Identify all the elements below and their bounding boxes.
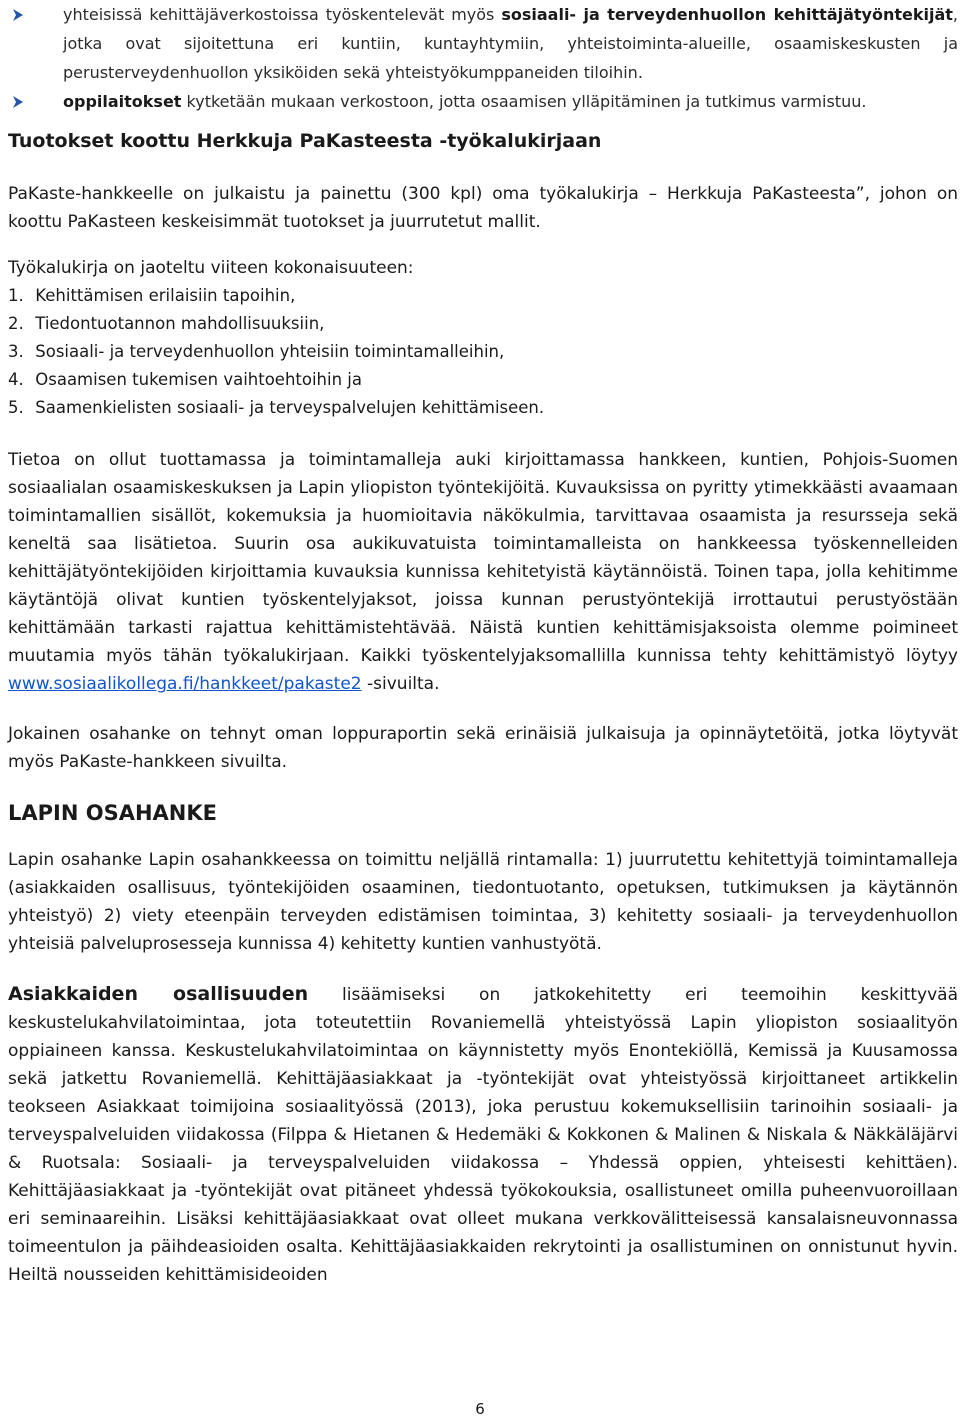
list-item: 3. Sosiaali- ja terveydenhuollon yhteisiin toimintamalleihin, [8, 342, 505, 361]
page-number: 6 [475, 1400, 485, 1418]
bullet-item [8, 0, 958, 87]
section-heading-lapin: LAPIN OSAHANKE [8, 801, 217, 825]
bullet-arrow-icon [12, 8, 24, 22]
bullet-text-pre: yhteisissä kehittäjäverkostoissa työskentelevät myös [63, 5, 502, 24]
toolkit-list-title: Työkalukirja on jaoteltu viiteen kokonaisuuteen: [8, 258, 414, 278]
toolkit-link-line: www.sosiaalikollega.fi/hankkeet/pakaste2 -sivuilta. [8, 674, 440, 694]
toolkit-description-paragraph: Tietoa on ollut tuottamassa ja toimintamalleja auki kirjoittamassa hankkeen, kuntien, Pohjois-Suomen sosiaalialan osaamiskeskuksen ja Lapin yliopiston työntekijöitä. Kuvauksissa on pyritty ytimekkäästi avaamaan toimintamallien sisällöt, kokemuksia ja huomioitavia näkökulmia, tarvittavaa osaamista ja resursseja sekä keneltä saa lisätietoa. Suurin osa aukikuvatuista toimintamalleista on hankkeessa työskennelleiden kehittäjätyöntekijöiden kirjoittamia kuvauksia kunnissa kehitetyistä käytännöistä. Toinen tapa, jolla kehitimme käytäntöjä olivat kuntien työskentelyjaksot, joissa kunnan perustyöntekijä irrottautui perustyöstään kehittämään tarkasti rajattua kehittämistehtävää. Näistä kuntien kehittämisjaksoista olemme poimineet muutamia myös tähän työkalukirjaan. Kaikki työskentelyjaksomallilla kunnissa tehty kehittämistyö löytyy [8, 450, 958, 666]
bullet-text-post: , jotka ovat sijoitettuna eri kuntiin, kuntayhtymiin, yhteistoiminta-alueille, osaamiskeskusten ja perusterveydenhuollon yksiköiden sekä yhteistyökumppaneiden tiloihin. [63, 5, 959, 82]
toolkit-list [8, 282, 958, 422]
bullet-list [8, 0, 958, 116]
bullet-item [8, 87, 958, 116]
bullet-text-bold: oppilaitokset [63, 92, 182, 111]
list-item: 5. Saamenkielisten sosiaali- ja terveyspalvelujen kehittämiseen. [8, 398, 545, 417]
section-heading-tuotokset: Tuotokset koottu Herkkuja PaKasteesta -työkalukirjaan [8, 130, 602, 152]
sosiaalikollega-link[interactable]: www.sosiaalikollega.fi/hankkeet/pakaste2 [8, 674, 362, 694]
paragraph-lead: Asiakkaiden osallisuuden [8, 983, 309, 1005]
reports-paragraph: Jokainen osahanke on tehnyt oman loppuraportin sekä erinäisiä julkaisuja ja opinnäytetöitä, jotka löytyvät myös PaKaste-hankkeen sivuilta. [8, 724, 958, 772]
lapin-intro-paragraph: Lapin osahanke Lapin osahankkeessa on toimittu neljällä rintamalla: 1) juurrutettu kehitettyjä toimintamalleja (asiakkaiden osallisuus, työntekijöiden osaaminen, tiedontuotanto, opetuksen, tutkimuksen ja käytännön yhteistyö) 2) viety eteenpäin terveyden edistämisen toimintaa, 3) kehitetty sosiaali- ja terveydenhuollon yhteisiä palveluprosesseja kunnissa 4) kehitetty kuntien vanhustyötä. [8, 850, 958, 954]
bullet-text-bold: sosiaali- ja terveydenhuollon kehittäjätyöntekijät [501, 5, 953, 24]
document-page [8, 0, 958, 1289]
toolkit-intro-paragraph: PaKaste-hankkeelle on julkaistu ja painettu (300 kpl) oma työkalukirja – Herkkuja PaKasteesta”, johon on koottu PaKasteen keskeisimmät tuotokset ja juurrutetut mallit. [8, 184, 958, 232]
bullet-arrow-icon [12, 95, 24, 109]
list-item: 2. Tiedontuotannon mahdollisuuksiin, [8, 314, 325, 333]
list-item: 1. Kehittämisen erilaisiin tapoihin, [8, 286, 296, 305]
list-item: 4. Osaamisen tukemisen vaihtoehtoihin ja [8, 370, 362, 389]
customer-participation-paragraph: Asiakkaiden osallisuuden lisäämiseksi on jatkokehitetty eri teemoihin keskittyvää keskustelukahvilatoimintaa, jota toteutettiin Rovaniemellä yhteistyössä Lapin yliopiston sosiaalityön oppiaineen kanssa. Keskustelukahvilatoimintaa on käynnistetty myös Enontekiöllä, Kemissä ja Kuusamossa sekä jatkettu Rovaniemellä. Kehittäjäasiakkaat ja -työntekijät ovat yhteistyössä kirjoittaneet artikkelin teokseen Asiakkaat toimijoina sosiaalityössä (2013), joka perustuu kokemuksellisiin tarinoihin sosiaali- ja terveyspalveluiden viidakossa (Filppa & Hietanen & Hedemäki & Kokkonen & Malinen & Niskala & Näkkäläjärvi & Ruotsala: Sosiaali- ja terveyspalveluiden viidakossa – Yhdessä oppien, yhteisesti kehittäen). Kehittäjäasiakkaat ja -työntekijät ovat pitäneet yhdessä työkokouksia, osallistuneet omilla puheenvuoroillaan eri seminaareihin. Lisäksi kehittäjäasiakkaat ovat olleet mukana verkkovälitteisessä kansalaisneuvonnassa toimeentulon ja päihdeasioiden osalta. Kehittäjäasiakkaiden rekrytointi ja osallistuminen on onnistunut hyvin. Heiltä nousseiden kehittämisideoiden [8, 983, 958, 1285]
bullet-text-post: kytketään mukaan verkostoon, jotta osaamisen ylläpitäminen ja tutkimus varmistuu. [181, 92, 867, 111]
